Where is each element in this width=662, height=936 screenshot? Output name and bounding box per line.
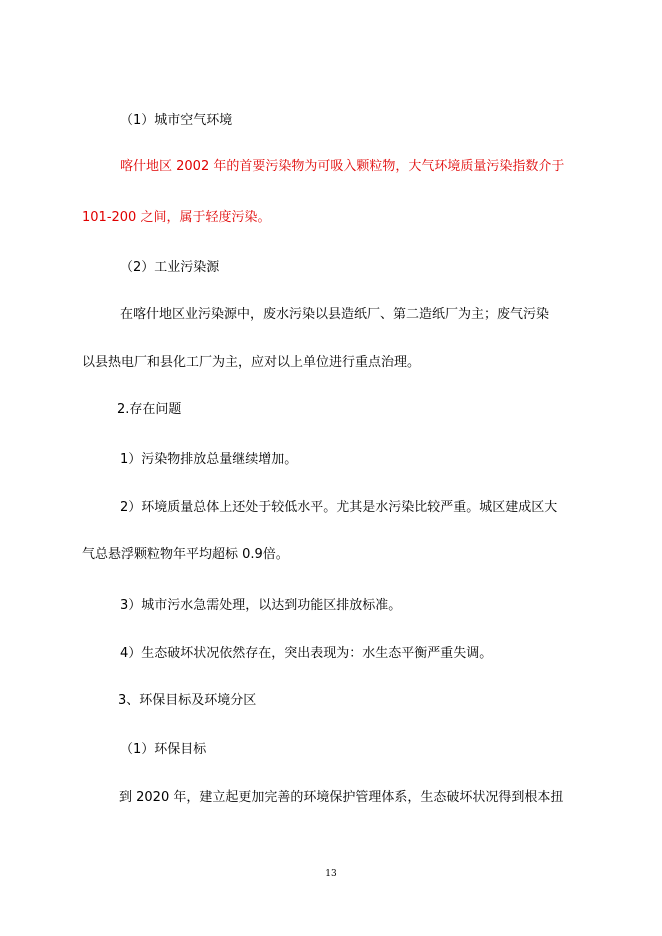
heading-industrial-pollution: （2）工业污染源 [120,260,220,275]
problem-item-2-line-2: 气总悬浮颗粒物年平均超标 0.9倍。 [82,547,289,562]
problem-item-4: 4）生态破坏状况依然存在，突出表现为：水生态平衡严重失调。 [120,646,493,661]
page-number: 13 [325,869,337,879]
paragraph-air-quality-line-1: 喀什地区 2002 年的首要污染物为可吸入颗粒物，大气环境质量污染指数介于 [120,159,565,174]
heading-urban-air: （1）城市空气环境 [120,113,233,128]
paragraph-industrial-line-2: 以县热电厂和县化工厂为主，应对以上单位进行重点治理。 [82,355,421,370]
paragraph-air-quality-line-2: 101-200 之间，属于轻度污染。 [82,210,271,225]
paragraph-goals-line-1: 到 2020 年，建立起更加完善的环境保护管理体系，生态破坏状况得到根本扭 [119,790,564,805]
heading-env-goals: （1）环保目标 [120,742,207,757]
heading-env-goals-zoning: 3、环保目标及环境分区 [118,693,257,708]
problem-item-3: 3）城市污水急需处理，以达到功能区排放标准。 [120,598,402,613]
problem-item-1: 1）污染物排放总量继续增加。 [120,452,298,467]
heading-existing-problems: 2.存在问题 [117,402,182,417]
problem-item-2-line-1: 2）环境质量总体上还处于较低水平。尤其是水污染比较严重。城区建成区大 [120,500,558,515]
paragraph-industrial-line-1: 在喀什地区业污染源中，废水污染以县造纸厂、第二造纸厂为主；废气污染 [120,307,550,322]
